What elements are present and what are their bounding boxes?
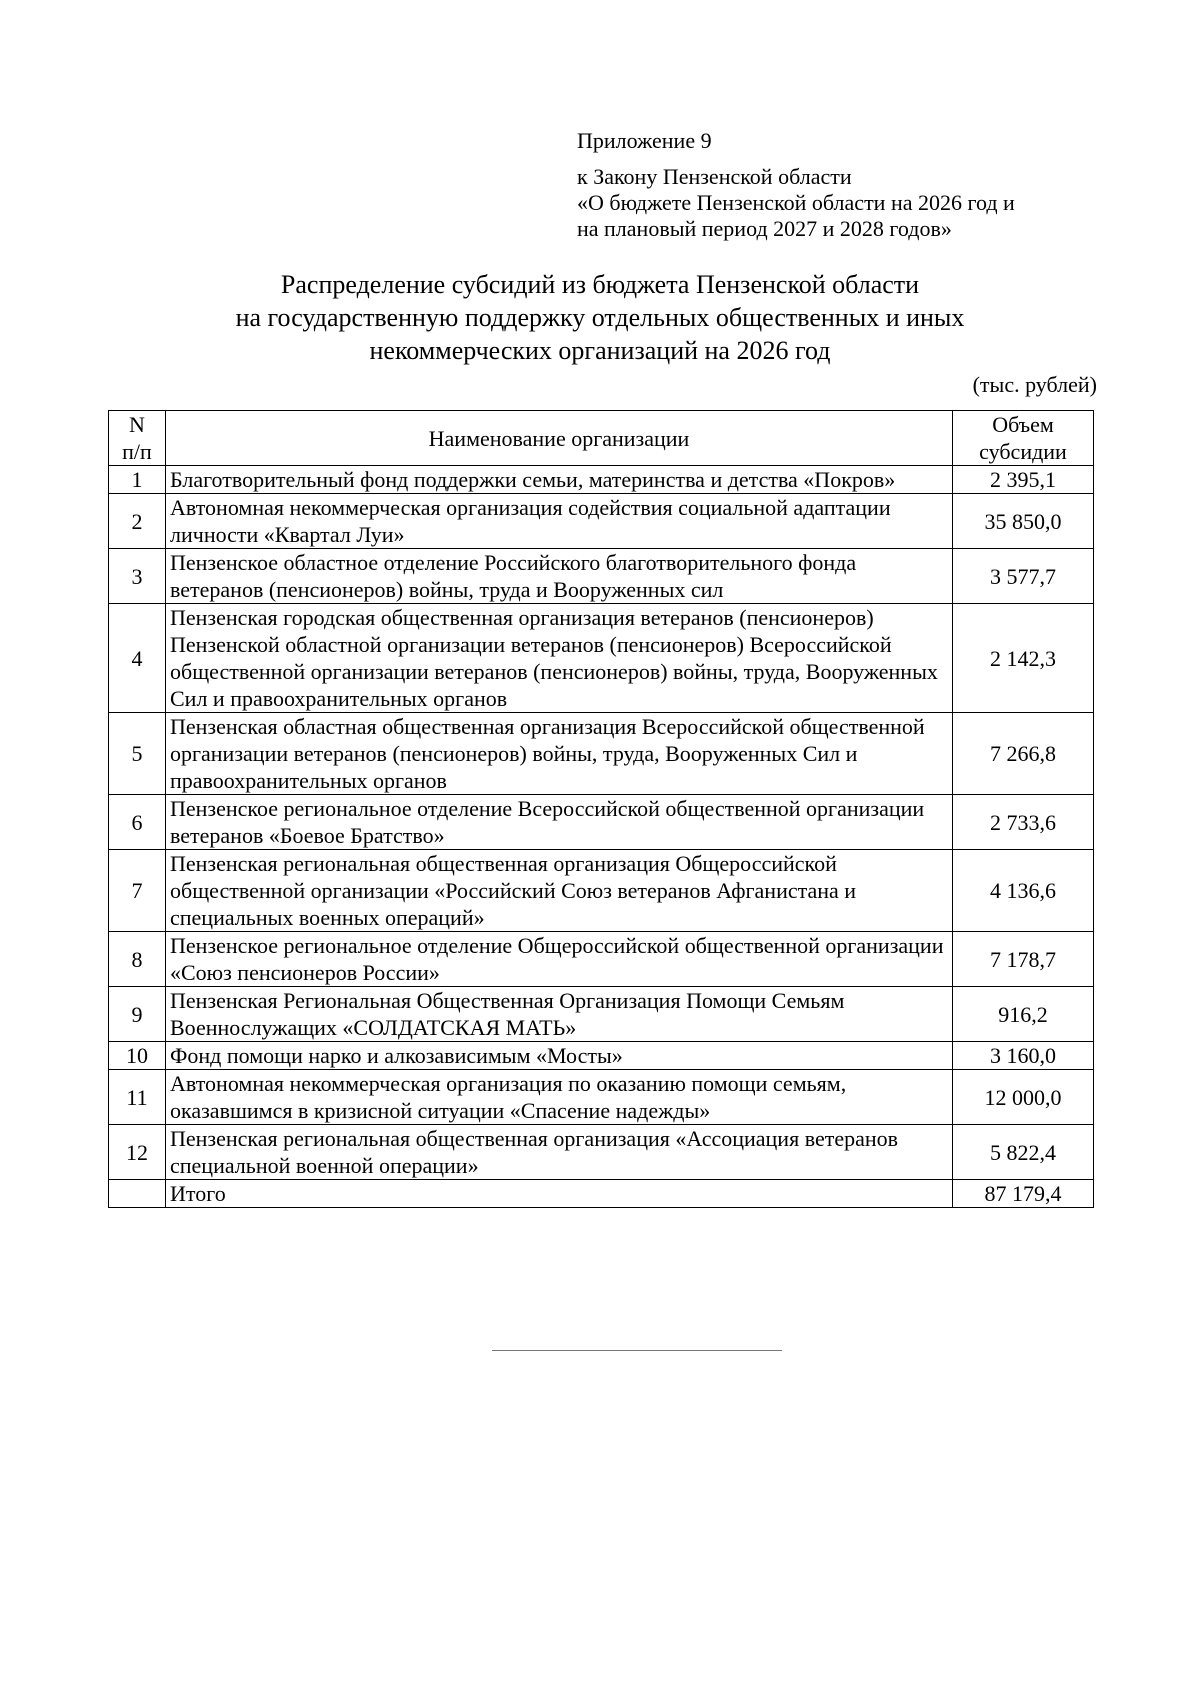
subsidy-amount: 3 577,7	[953, 549, 1094, 604]
table-row	[109, 713, 1094, 795]
table-row	[109, 987, 1094, 1042]
subsidy-amount: 4 136,6	[953, 850, 1094, 932]
title-line3: некоммерческих организаций на 2026 год	[369, 336, 831, 365]
total-amount: 87 179,4	[953, 1180, 1094, 1208]
table-row	[109, 494, 1094, 549]
table-header-row	[109, 411, 1094, 466]
subsidy-amount: 35 850,0	[953, 494, 1094, 549]
organization-name: Пензенское областное отделение Российского благотворительного фонда ветеранов (пенсионеров) войны, труда и Вооруженных сил	[166, 549, 953, 604]
row-number: 6	[109, 795, 166, 850]
table-row	[109, 466, 1094, 494]
law-reference-line1: к Закону Пензенской области	[577, 164, 852, 189]
table-row	[109, 604, 1094, 713]
header-amount: Объем субсидии	[953, 411, 1094, 466]
total-label: Итого	[166, 1180, 953, 1208]
subsidy-amount: 2 395,1	[953, 466, 1094, 494]
units-label: (тыс. рублей)	[972, 372, 1097, 397]
header-num: N п/п	[109, 411, 166, 466]
row-number: 1	[109, 466, 166, 494]
organization-name: Пензенская Региональная Общественная Организация Помощи Семьям Военнослужащих «СОЛДАТСКАЯ МАТЬ»	[166, 987, 953, 1042]
row-number: 3	[109, 549, 166, 604]
row-number: 11	[109, 1070, 166, 1125]
subsidy-amount: 5 822,4	[953, 1125, 1094, 1180]
organization-name: Пензенская региональная общественная организация «Ассоциация ветеранов специальной военной операции»	[166, 1125, 953, 1180]
table-row	[109, 1070, 1094, 1125]
subsidy-amount: 12 000,0	[953, 1070, 1094, 1125]
document-title	[0, 268, 1200, 367]
title-line1: Распределение субсидий из бюджета Пензенской области	[280, 270, 920, 299]
organization-name: Фонд помощи нарко и алкозависимым «Мосты»	[166, 1042, 953, 1070]
subsidy-amount: 2 733,6	[953, 795, 1094, 850]
header-name: Наименование организации	[166, 411, 953, 466]
total-number	[109, 1180, 166, 1208]
table-row	[109, 549, 1094, 604]
appendix-number: Приложение 9	[577, 128, 712, 153]
organization-name: Пензенская областная общественная организация Всероссийской общественной организации ветеранов (пенсионеров) войны, труда, Вооруженных Сил и правоохранительных органов	[166, 713, 953, 795]
subsidy-table	[108, 410, 1094, 1208]
row-number: 2	[109, 494, 166, 549]
title-line2: на государственную поддержку отдельных общественных и иных	[235, 303, 965, 332]
organization-name: Благотворительный фонд поддержки семьи, материнства и детства «Покров»	[166, 466, 953, 494]
organization-name: Пензенское региональное отделение Общероссийской общественной организации «Союз пенсионеров России»	[166, 932, 953, 987]
table-row	[109, 932, 1094, 987]
subsidy-amount: 2 142,3	[953, 604, 1094, 713]
organization-name: Пензенская городская общественная организация ветеранов (пенсионеров) Пензенской областной организации ветеранов (пенсионеров) Всероссийской общественной организации ветеранов (пенсионеров) войны, труда, Вооруженных Сил и правоохранительных органов	[166, 604, 953, 713]
row-number: 9	[109, 987, 166, 1042]
row-number: 8	[109, 932, 166, 987]
row-number: 12	[109, 1125, 166, 1180]
row-number: 7	[109, 850, 166, 932]
table-row	[109, 795, 1094, 850]
table-row	[109, 1125, 1094, 1180]
table-row	[109, 1042, 1094, 1070]
law-reference-line2: «О бюджете Пензенской области на 2026 год и	[577, 190, 1015, 215]
organization-name: Автономная некоммерческая организация содействия социальной адаптации личности «Квартал Луи»	[166, 494, 953, 549]
subsidy-amount: 3 160,0	[953, 1042, 1094, 1070]
row-number: 4	[109, 604, 166, 713]
table-row	[109, 850, 1094, 932]
appendix-header	[577, 128, 1117, 242]
organization-name: Пензенская региональная общественная организация Общероссийской общественной организации «Российский Союз ветеранов Афганистана и специальных военных операций»	[166, 850, 953, 932]
subsidy-amount: 916,2	[953, 987, 1094, 1042]
end-divider	[492, 1350, 782, 1351]
organization-name: Автономная некоммерческая организация по оказанию помощи семьям, оказавшимся в кризисной ситуации «Спасение надежды»	[166, 1070, 953, 1125]
organization-name: Пензенское региональное отделение Всероссийской общественной организации ветеранов «Боевое Братство»	[166, 795, 953, 850]
subsidy-amount: 7 266,8	[953, 713, 1094, 795]
total-row	[109, 1180, 1094, 1208]
subsidy-amount: 7 178,7	[953, 932, 1094, 987]
law-reference-line3: на плановый период 2027 и 2028 годов»	[577, 216, 952, 241]
row-number: 5	[109, 713, 166, 795]
row-number: 10	[109, 1042, 166, 1070]
